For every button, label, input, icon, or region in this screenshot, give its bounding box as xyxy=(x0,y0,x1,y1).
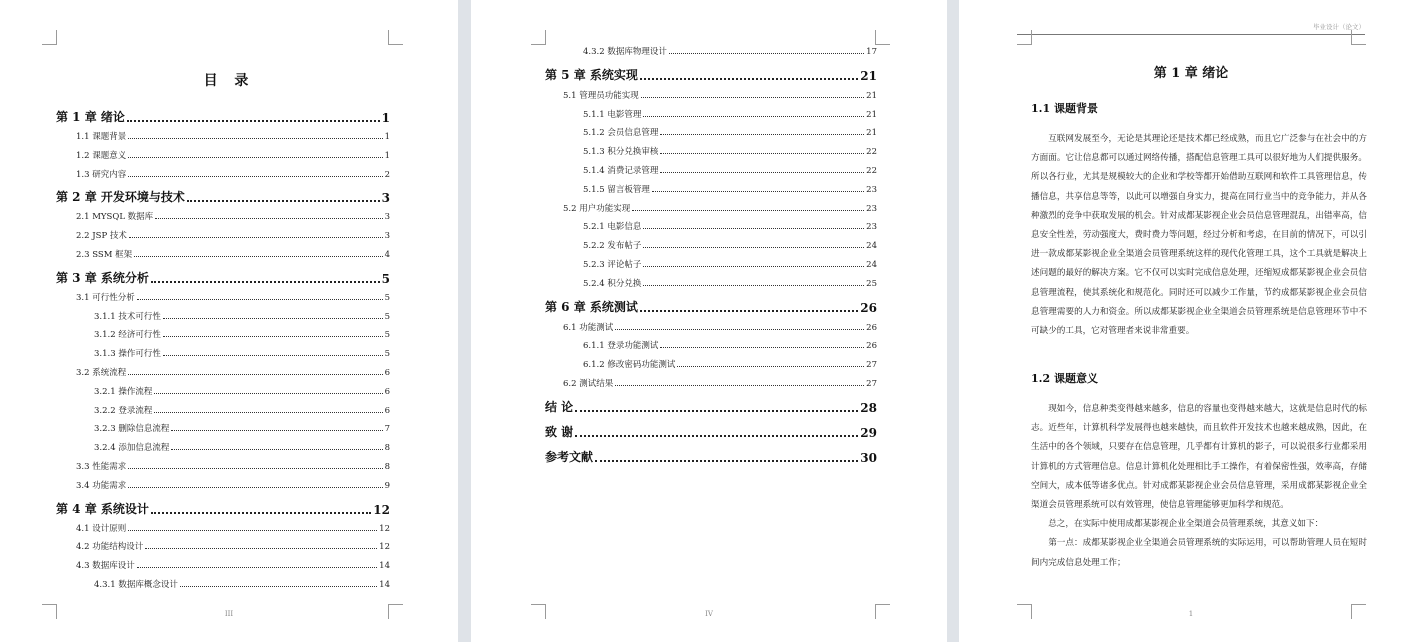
toc-entry-text: 5.2.3 评论帖子 xyxy=(583,260,642,270)
dot-leader xyxy=(180,586,377,587)
toc-entry[interactable] xyxy=(583,220,877,232)
toc-entry-text: 3.3 性能需求 xyxy=(76,462,127,472)
toc-entry-text: 4.2 功能结构设计 xyxy=(76,542,144,553)
toc-entry-page: 28 xyxy=(860,400,877,415)
dot-leader xyxy=(128,138,382,139)
dot-leader xyxy=(615,329,864,330)
toc-entry[interactable] xyxy=(94,422,390,434)
toc-entry[interactable] xyxy=(94,578,390,590)
dot-leader xyxy=(187,200,380,202)
toc-entry[interactable] xyxy=(76,149,390,161)
dot-leader xyxy=(575,435,858,437)
toc-entry[interactable] xyxy=(94,328,390,340)
toc-entry-page: 12 xyxy=(379,542,390,553)
toc-entry-page: 7 xyxy=(384,424,390,435)
page-number: IV xyxy=(705,610,713,618)
header-rule xyxy=(1017,34,1365,35)
toc-entry-page: 21 xyxy=(860,68,877,83)
dot-leader xyxy=(575,410,858,412)
running-header: 毕业设计（论文） xyxy=(1313,23,1365,31)
dot-leader xyxy=(643,266,864,267)
toc-entry[interactable] xyxy=(76,522,390,534)
toc-entry-text: 3.2.1 操作流程 xyxy=(94,386,153,397)
toc-entry-text: 第 4 章 系统设计 xyxy=(56,501,149,516)
toc-entry-page: 27 xyxy=(866,379,877,389)
dot-leader xyxy=(129,237,383,238)
toc-title: 目 录 xyxy=(203,73,255,89)
toc-chapter-entry[interactable] xyxy=(56,188,390,205)
toc-entry[interactable] xyxy=(583,45,877,57)
toc-entry-page: 9 xyxy=(384,480,390,491)
toc-entry-page: 21 xyxy=(866,90,877,101)
toc-entry-text: 1.1 课题背景 xyxy=(76,132,127,142)
toc-entry-page: 24 xyxy=(866,260,877,270)
dot-leader xyxy=(643,247,864,248)
toc-entry-text: 3.2.2 登录流程 xyxy=(94,405,153,416)
toc-entry-page: 21 xyxy=(866,128,877,139)
dot-leader xyxy=(652,191,864,192)
toc-entry-text: 3.2.3 删除信息流程 xyxy=(94,424,170,435)
toc-entry-page: 8 xyxy=(384,462,390,472)
page-number: III xyxy=(224,610,234,618)
toc-entry-text: 5.1.1 电影管理 xyxy=(583,109,642,120)
toc-entry[interactable] xyxy=(94,347,390,359)
toc-entry[interactable] xyxy=(76,229,390,241)
dot-leader xyxy=(151,512,371,514)
toc-entry-text: 6.1.2 修改密码功能测试 xyxy=(583,360,676,371)
toc-entry-text: 4.3 数据库设计 xyxy=(76,561,135,572)
dot-leader xyxy=(677,366,864,367)
toc-entry[interactable] xyxy=(76,479,390,491)
crop-mark xyxy=(388,30,403,45)
toc-entry-page: 5 xyxy=(384,330,390,341)
dot-leader xyxy=(137,567,377,568)
dot-leader xyxy=(128,374,382,375)
dot-leader xyxy=(643,228,864,229)
toc-entry-page: 29 xyxy=(860,425,877,440)
dot-leader xyxy=(660,172,864,173)
toc-chapter-entry[interactable] xyxy=(545,398,877,415)
section-body xyxy=(1031,400,1367,573)
toc-entry-page: 1 xyxy=(384,132,390,142)
toc-entry-page: 1 xyxy=(381,111,390,125)
toc-entry-page: 27 xyxy=(866,360,877,371)
dot-leader xyxy=(595,460,858,462)
crop-mark xyxy=(42,30,57,45)
dot-leader xyxy=(145,548,377,549)
toc-entry-text: 1.3 研究内容 xyxy=(76,169,127,180)
toc-entry[interactable] xyxy=(94,441,390,453)
toc-entry[interactable] xyxy=(583,339,877,351)
paragraph: 第一点：成都某影视企业全渠道会员管理系统的实际运用，可以帮助管理人员在短时间内完成信息处理工作； xyxy=(1031,538,1367,568)
toc-entry-page: 12 xyxy=(379,523,390,534)
toc-entry-page: 6 xyxy=(384,368,390,378)
section-title: 1.2 课题意义 xyxy=(1031,372,1098,385)
section-body xyxy=(1031,130,1367,341)
toc-entry[interactable] xyxy=(583,183,877,195)
toc-entry-text: 第 2 章 开发环境与技术 xyxy=(56,190,185,205)
dot-leader xyxy=(128,487,382,488)
toc-entry[interactable] xyxy=(563,377,877,389)
dot-leader xyxy=(641,97,864,98)
toc-entry-text: 3.1 可行性分析 xyxy=(76,292,135,303)
dot-leader xyxy=(154,393,382,394)
toc-entry[interactable] xyxy=(76,168,390,180)
toc-entry-page: 3 xyxy=(381,191,390,206)
dot-leader xyxy=(128,468,382,469)
toc-entry-page: 4 xyxy=(384,250,390,260)
toc-entry-page: 23 xyxy=(866,222,877,233)
toc-entry-page: 24 xyxy=(866,241,877,252)
toc-entry-text: 5.2.1 电影信息 xyxy=(583,222,642,233)
dot-leader xyxy=(134,256,382,257)
dot-leader xyxy=(632,210,864,211)
toc-entry-text: 2.2 JSP 技术 xyxy=(76,231,127,242)
toc-entry-page: 5 xyxy=(384,311,390,322)
section-title: 1.1 课题背景 xyxy=(1031,102,1098,115)
toc-entry-text: 5.1.3 积分兑换审核 xyxy=(583,147,659,158)
toc-entry-page: 6 xyxy=(384,405,390,416)
toc-entry-text: 6.2 测试结果 xyxy=(563,379,614,389)
dot-leader xyxy=(151,281,380,283)
toc-entry-page: 2 xyxy=(384,169,390,180)
toc-entry[interactable] xyxy=(76,291,390,303)
toc-entry[interactable] xyxy=(76,248,390,260)
crop-mark xyxy=(1017,30,1032,45)
toc-entry-page: 5 xyxy=(384,292,390,303)
toc-entry[interactable] xyxy=(563,89,877,101)
toc-entry-text: 6.1 功能测试 xyxy=(563,322,614,333)
dot-leader xyxy=(615,385,864,386)
dot-leader xyxy=(154,412,382,413)
dot-leader xyxy=(128,176,382,177)
dot-leader xyxy=(171,430,382,431)
dot-leader xyxy=(128,157,382,158)
toc-entry[interactable] xyxy=(94,385,390,397)
dot-leader xyxy=(660,134,864,135)
toc-entry-text: 2.3 SSM 框架 xyxy=(76,250,133,260)
toc-entry-page: 12 xyxy=(373,502,390,517)
toc-entry[interactable] xyxy=(76,540,390,552)
toc-entry-page: 21 xyxy=(866,109,877,120)
toc-chapter-entry[interactable] xyxy=(56,500,390,517)
dot-leader xyxy=(163,355,383,356)
toc-entry-text: 5.1.4 消费记录管理 xyxy=(583,166,659,176)
toc-entry-page: 3 xyxy=(384,212,390,223)
toc-entry-text: 5.2 用户功能实现 xyxy=(563,203,631,214)
toc-page-2 xyxy=(471,0,947,642)
toc-entry[interactable] xyxy=(94,310,390,322)
toc-entry-text: 3.1.2 经济可行性 xyxy=(94,330,161,341)
toc-entry[interactable] xyxy=(76,210,390,222)
toc-entry[interactable] xyxy=(76,366,390,378)
page-number: 1 xyxy=(1188,610,1194,618)
toc-chapter-entry[interactable] xyxy=(545,423,877,440)
dot-leader xyxy=(669,53,864,54)
toc-entry-text: 第 1 章 绪论 xyxy=(56,110,125,124)
paragraph: 现如今，信息种类变得越来越多，信息的容量也变得越来越大，这就是信息时代的标志。近些年，计算机科学发展得也越来越快，而且软件开发技术也越来越成熟，因此，在生活中的各个领域，只要存在信息管理，几乎都有计算机的影子，可以说很多行业都采用计算机的方式管理信息。信息计算机化处理相比手工操作，有着保密性强，效率高，存储空间大，成本低等诸多优点。针对成都某影视企业会员信息管理，采用成都某影视企业全渠道会员管理系统可以有效管理，使信息管理能够更加科学和规范。 xyxy=(1031,404,1367,511)
toc-entry-text: 第 5 章 系统实现 xyxy=(545,67,638,82)
toc-entry[interactable] xyxy=(583,145,877,157)
toc-entry-page: 23 xyxy=(866,203,877,214)
toc-entry-text: 2.1 MYSQL 数据库 xyxy=(76,212,154,223)
toc-entry-text: 4.3.1 数据库概念设计 xyxy=(94,580,178,590)
toc-entry-page: 30 xyxy=(860,450,877,465)
toc-entry-page: 25 xyxy=(866,278,877,289)
dot-leader xyxy=(643,116,864,117)
paragraph: 总之，在实际中使用成都某影视企业全渠道会员管理系统，其意义如下： xyxy=(1048,519,1324,530)
toc-entry-text: 3.2.4 添加信息流程 xyxy=(94,443,170,454)
toc-entry[interactable] xyxy=(583,239,877,251)
toc-entry-page: 1 xyxy=(384,150,390,161)
toc-chapter-entry[interactable] xyxy=(56,269,390,286)
dot-leader xyxy=(137,299,383,300)
toc-entry-page: 22 xyxy=(866,147,877,158)
body-page xyxy=(959,0,1423,642)
toc-entry[interactable] xyxy=(583,126,877,138)
toc-entry[interactable] xyxy=(94,404,390,416)
toc-entry[interactable] xyxy=(583,277,877,289)
crop-mark xyxy=(875,30,890,45)
toc-entry-text: 5.1.2 会员信息管理 xyxy=(583,128,659,139)
toc-entry[interactable] xyxy=(563,202,877,214)
toc-chapter-entry[interactable] xyxy=(545,448,877,465)
toc-entry-page: 17 xyxy=(866,47,877,57)
toc-entry-text: 5.1.5 留言板管理 xyxy=(583,184,650,195)
crop-mark xyxy=(531,30,546,45)
toc-entry-text: 第 6 章 系统测试 xyxy=(545,299,638,314)
dot-leader xyxy=(163,336,383,337)
toc-page-1 xyxy=(0,0,458,642)
toc-entry-text: 4.3.2 数据库物理设计 xyxy=(583,47,667,57)
dot-leader xyxy=(128,530,377,531)
toc-entry-page: 5 xyxy=(384,349,390,360)
toc-entry-text: 6.1.1 登录功能测试 xyxy=(583,341,659,352)
toc-entry-text: 3.4 功能需求 xyxy=(76,480,127,491)
dot-leader xyxy=(660,347,864,348)
toc-entry-page: 5 xyxy=(381,271,390,286)
toc-entry-page: 26 xyxy=(866,322,877,333)
toc-entry-text: 4.1 设计原则 xyxy=(76,523,127,534)
dot-leader xyxy=(163,318,383,319)
toc-entry-page: 26 xyxy=(860,300,877,315)
crop-mark xyxy=(1351,30,1366,45)
toc-entry-text: 3.1.3 操作可行性 xyxy=(94,349,161,360)
paragraph: 互联网发展至今，无论是其理论还是技术都已经成熟，而且它广泛参与在社会中的方方面面。它让信息都可以通过网络传播，搭配信息管理工具可以很好地为人们提供服务。所以各行业，尤其是规模较大的企业和学校等都开始借助互联网和软件工具管理信息，传播信息，共享信息等等，以此可以增强自身实力，提高在同行业当中的竞争能力，并从各种激烈的竞争中获取发展的机会。针对成都某影视企业会员信息管理混乱，出错率高，信息安全性差，劳动强度大，费时费力等问题，经过分析和考虑，在目前的情况下，可以引进一款成都某影视企业全渠道会员管理系统这样的现代化管理工具，这个工具就是解决上述问题的最好的解决方案。它不仅可以实时完成信息处理，还缩短成都某影视企业会员信息管理流程，使其系统化和规范化。同时还可以减少工作量，节约成都某影视企业会员信息管理需要的人力和资金。所以成都某影视企业全渠道会员管理系统是信息管理环节中不可缺少的工具，它对管理者来说非常重要。 xyxy=(1031,134,1367,337)
dot-leader xyxy=(640,78,858,80)
toc-entry-text: 1.2 课题意义 xyxy=(76,150,127,161)
dot-leader xyxy=(171,449,382,450)
toc-chapter-entry[interactable] xyxy=(545,298,877,315)
toc-entry-page: 23 xyxy=(866,184,877,195)
dot-leader xyxy=(660,153,864,154)
toc-entry-text: 第 3 章 系统分析 xyxy=(56,270,149,285)
dot-leader xyxy=(127,120,380,122)
toc-entry-page: 3 xyxy=(384,231,390,242)
dot-leader xyxy=(640,310,858,312)
toc-entry[interactable] xyxy=(583,108,877,120)
toc-entry[interactable] xyxy=(583,258,877,270)
toc-entry[interactable] xyxy=(76,460,390,472)
toc-entry-text: 致 谢 xyxy=(545,424,574,439)
toc-entry-page: 14 xyxy=(379,561,390,572)
toc-entry-text: 5.1 管理员功能实现 xyxy=(563,90,639,101)
toc-entry[interactable] xyxy=(563,321,877,333)
toc-entry-text: 3.1.1 技术可行性 xyxy=(94,311,161,322)
toc-entry-page: 6 xyxy=(384,386,390,397)
dot-leader xyxy=(643,285,864,286)
toc-entry[interactable] xyxy=(76,130,390,142)
toc-entry-text: 5.2.2 发布帖子 xyxy=(583,241,642,252)
toc-entry[interactable] xyxy=(76,559,390,571)
toc-entry-text: 参考文献 xyxy=(545,449,594,464)
toc-entry[interactable] xyxy=(583,164,877,176)
toc-entry-page: 26 xyxy=(866,341,877,352)
toc-chapter-entry[interactable] xyxy=(545,66,877,83)
toc-entry-text: 3.2 系统流程 xyxy=(76,368,127,378)
dot-leader xyxy=(155,218,382,219)
chapter-title: 第 1 章 绪论 xyxy=(1153,66,1229,81)
toc-entry[interactable] xyxy=(583,358,877,370)
toc-entry-page: 14 xyxy=(379,580,390,590)
toc-entry-text: 结 论 xyxy=(545,399,574,414)
toc-entry-page: 8 xyxy=(384,443,390,454)
toc-entry-text: 5.2.4 积分兑换 xyxy=(583,278,642,289)
toc-chapter-entry[interactable] xyxy=(56,108,390,125)
toc-entry-page: 22 xyxy=(866,166,877,176)
